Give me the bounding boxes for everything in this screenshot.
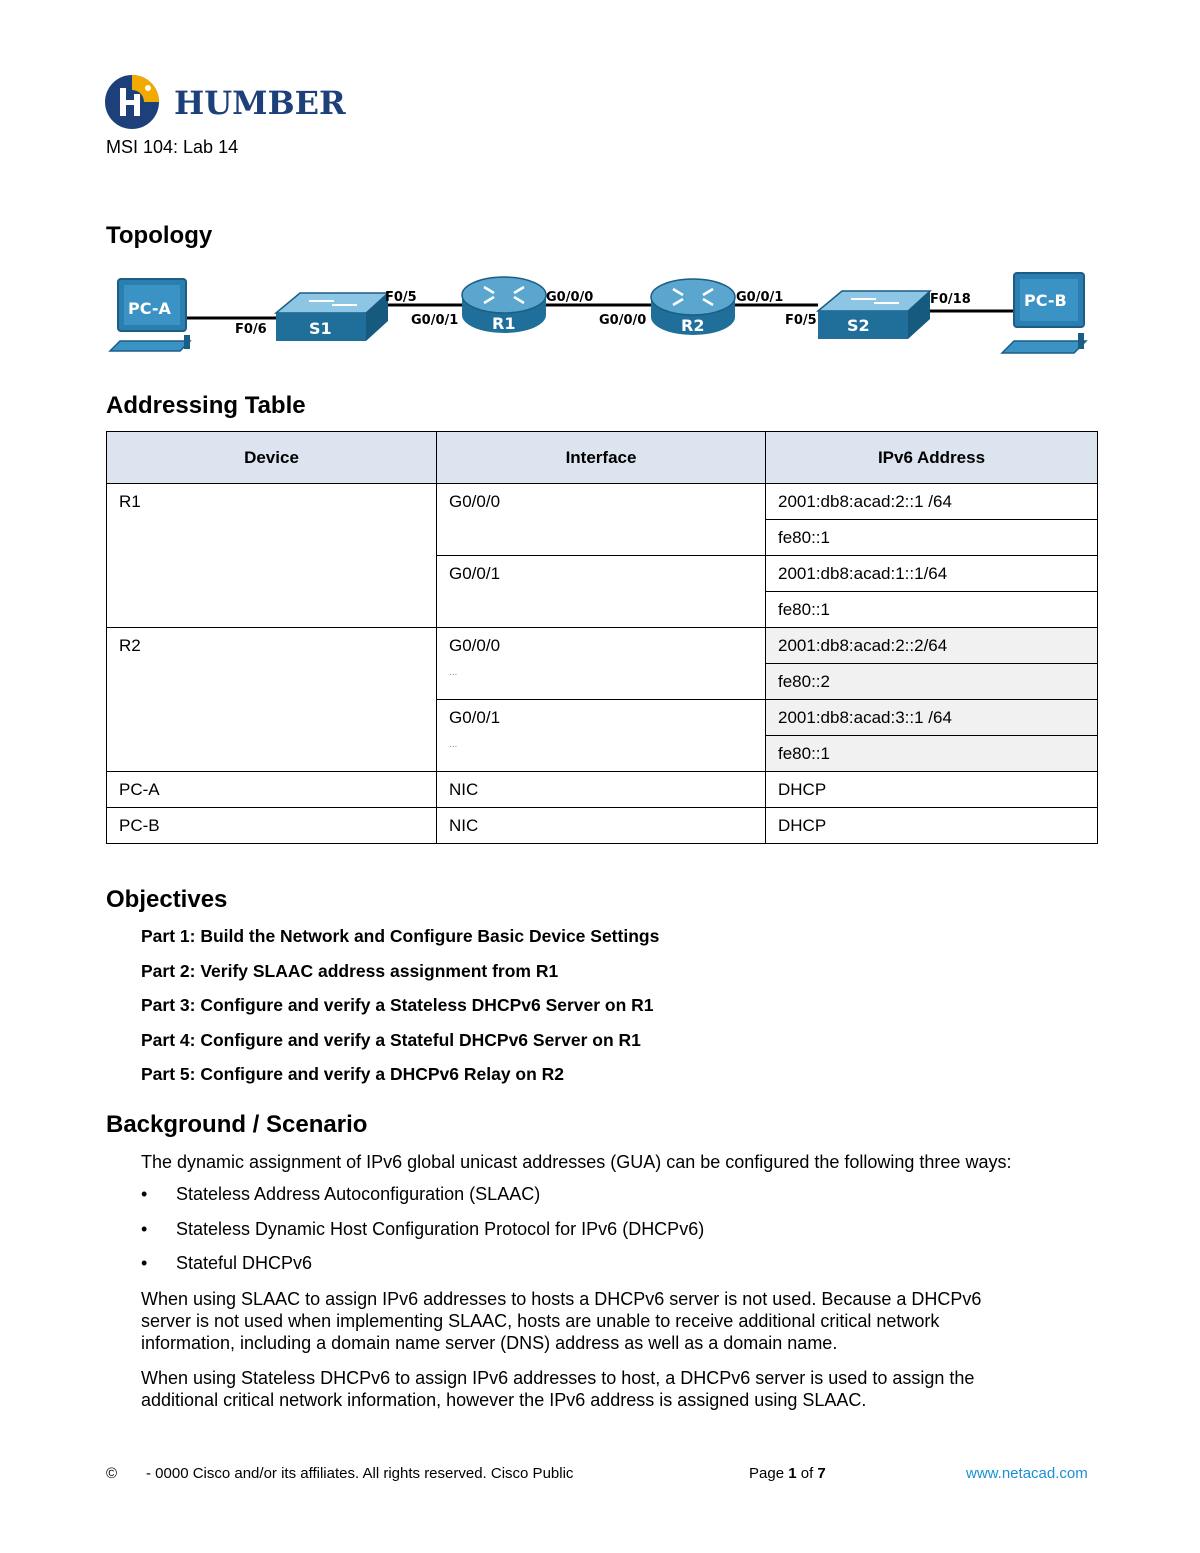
- cell-device-r1: R1: [107, 484, 437, 628]
- cell-r2-if2-gua: 2001:db8:acad:3::1 /64: [766, 700, 1098, 736]
- label-r1: R1: [492, 314, 516, 333]
- col-header-device: Device: [107, 432, 437, 484]
- objective-item: Part 2: Verify SLAAC address assignment from R1: [141, 960, 559, 981]
- course-title: MSI 104: Lab 14: [106, 137, 239, 157]
- page-of: of: [800, 1465, 814, 1482]
- col-header-interface: Interface: [437, 432, 766, 484]
- if-s1-pca: F0/6: [235, 322, 267, 337]
- topology-heading: Topology: [106, 222, 213, 249]
- if-r1-s1: G0/0/1: [411, 313, 459, 328]
- pc-a-icon: [110, 279, 190, 351]
- logo-text: HUMBER: [174, 84, 346, 122]
- paragraph-line: When using SLAAC to assign IPv6 addresses to hosts a DHCPv6 server is not used. Because a DHCPv6: [141, 1289, 982, 1309]
- objective-item: Part 3: Configure and verify a Stateless DHCPv6 Server on R1: [141, 995, 654, 1015]
- paragraph-line: server is not used when implementing SLAAC, hosts are unable to receive additional critical network: [141, 1311, 940, 1331]
- cell-pca-interface: NIC: [437, 772, 766, 808]
- cell-pca-address: DHCP: [766, 772, 1098, 808]
- bullet-item: • Stateful DHCPv6: [141, 1251, 704, 1286]
- cell-r2-if1-gua: 2001:db8:acad:2::2/64: [766, 628, 1098, 664]
- label-pc-a: PC-A: [128, 299, 171, 318]
- addressing-table: [106, 431, 1098, 844]
- cell-device-r2: R2: [107, 628, 437, 772]
- cell-r1-if1-ll: fe80::1: [766, 520, 1098, 556]
- cell-r1-if2: G0/0/1: [437, 556, 766, 628]
- background-paragraph-1: [141, 1288, 981, 1354]
- cell-pcb-interface: NIC: [437, 808, 766, 844]
- cell-r2-if1-label: G0/0/0: [449, 636, 501, 655]
- page-total: 7: [817, 1465, 826, 1482]
- bullet-item: • Stateless Dynamic Host Configuration Protocol for IPv6 (DHCPv6): [141, 1217, 704, 1252]
- paragraph-line: additional critical network information, however the IPv6 address is assigned using SLAAC.: [141, 1390, 867, 1410]
- humber-logo: [104, 74, 364, 130]
- topology-diagram: [104, 265, 1104, 365]
- switch-s1-icon: [276, 293, 388, 341]
- cell-device-pcb: PC-B: [107, 808, 437, 844]
- cell-r2-if2: [437, 700, 766, 772]
- cell-r2-if1: [437, 628, 766, 700]
- label-s2: S2: [847, 316, 870, 335]
- if-s1-r1: F0/5: [385, 290, 417, 305]
- background-intro: The dynamic assignment of IPv6 global unicast addresses (GUA) can be configured the following three ways:: [141, 1152, 1012, 1172]
- page-prefix: Page: [749, 1465, 785, 1482]
- page-number: 1: [788, 1465, 797, 1482]
- label-s1: S1: [309, 319, 332, 338]
- cell-r2-if1-ll: fe80::2: [766, 664, 1098, 700]
- gua-methods-list: [141, 1182, 704, 1286]
- if-s2-pcb: F0/18: [930, 292, 971, 307]
- addressing-heading: Addressing Table: [106, 392, 306, 419]
- cell-r2-if2-ll: fe80::1: [766, 736, 1098, 772]
- cell-r1-if2-ll: fe80::1: [766, 592, 1098, 628]
- netacad-link[interactable]: www.netacad.com: [966, 1465, 1088, 1482]
- pc-b-icon: [1002, 273, 1086, 353]
- copyright-symbol: ©: [106, 1465, 118, 1482]
- background-paragraph-2: [141, 1367, 974, 1411]
- objective-item: Part 5: Configure and verify a DHCPv6 Relay on R2: [141, 1064, 565, 1084]
- copyright-text: - 0000 Cisco and/or its affiliates. All rights reserved. Cisco Public: [146, 1465, 574, 1482]
- objectives-list: [141, 925, 659, 1098]
- page-indicator: [749, 1465, 826, 1482]
- cell-r1-if1: G0/0/0: [437, 484, 766, 556]
- objective-item: Part 1: Build the Network and Configure Basic Device Settings: [141, 926, 660, 946]
- if-s2-r2: F0/5: [785, 313, 817, 328]
- cell-pcb-address: DHCP: [766, 808, 1098, 844]
- cell-r2-if2-label: G0/0/1: [449, 708, 501, 727]
- paragraph-line: When using Stateless DHCPv6 to assign IPv6 addresses to host, a DHCPv6 server is used to assign the: [141, 1368, 975, 1388]
- col-header-ipv6: IPv6 Address: [766, 432, 1098, 484]
- background-heading: Background / Scenario: [106, 1111, 368, 1138]
- objective-item: Part 4: Configure and verify a Stateful DHCPv6 Server on R1: [141, 1029, 641, 1050]
- label-pc-b: PC-B: [1024, 291, 1067, 310]
- router-r2-icon: [651, 279, 735, 335]
- cell-r2-if1-dots: ...: [449, 667, 458, 678]
- switch-s2-icon: [818, 291, 930, 339]
- router-r1-icon: [462, 277, 546, 333]
- if-r1-r2: G0/0/0: [546, 290, 594, 305]
- if-r2-r1: G0/0/0: [599, 313, 647, 328]
- cell-device-pca: PC-A: [107, 772, 437, 808]
- if-r2-s2: G0/0/1: [736, 290, 784, 305]
- paragraph-line: information, including a domain name server (DNS) address as well as a domain name.: [141, 1333, 838, 1353]
- cell-r1-if1-gua: 2001:db8:acad:2::1 /64: [766, 484, 1098, 520]
- label-r2: R2: [681, 316, 705, 335]
- bullet-item: • Stateless Address Autoconfiguration (SLAAC): [141, 1182, 704, 1217]
- cell-r2-if2-dots: ...: [449, 739, 458, 750]
- cell-r1-if2-gua: 2001:db8:acad:1::1/64: [766, 556, 1098, 592]
- objectives-heading: Objectives: [106, 886, 228, 913]
